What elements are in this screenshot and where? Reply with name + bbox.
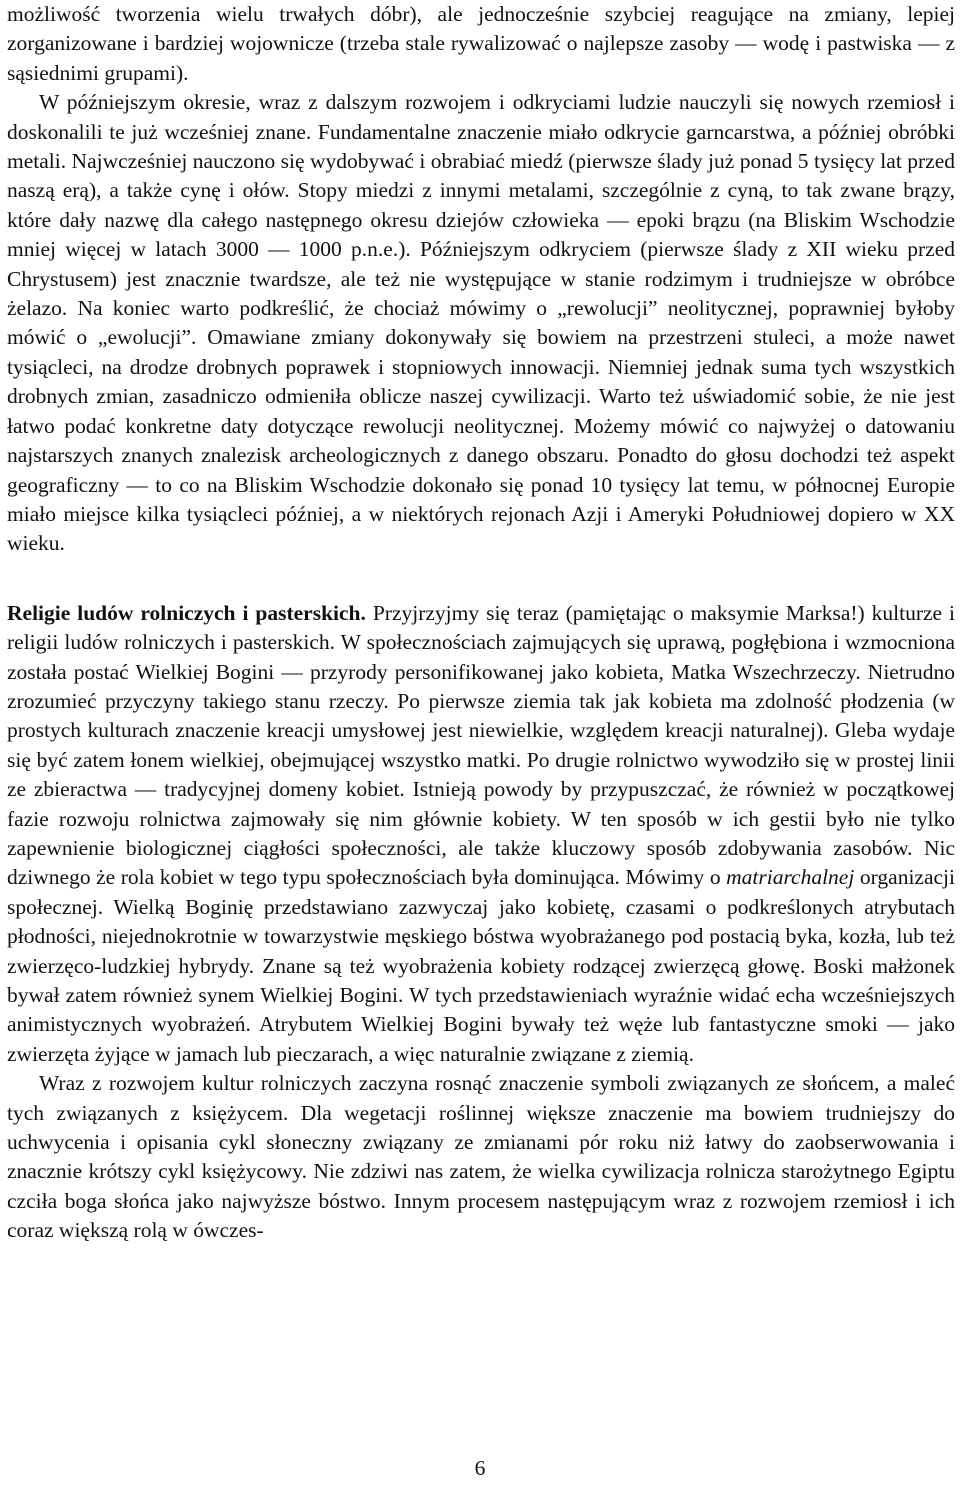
section-paragraph [7, 599, 955, 1070]
paragraph: Wraz z rozwojem kultur rolniczych zaczyna rosnąć znaczenie symboli związanych ze słońcem, a maleć tych związanych z księżycem. Dla wegetacji roślinnej większe znaczenie ma bowiem trudniejszy do uchwycenia i opisania cykl słoneczny związany ze zmianami pór roku niż łatwy do zaobserwowania i znacznie krótszy cykl księżycowy. Nie zdziwi nas zatem, że wielka cywilizacja rolnicza starożytnego Egiptu czciła boga słońca jako najwyższe bóstwo. Innym procesem następującym wraz z rozwojem rzemiosł i ich coraz większą rolą w ówczes- [7, 1071, 955, 1243]
paragraph-text: organizacji społecznej. Wielką Boginię przedstawiano zazwyczaj jako kobietę, czasami o podkreślonych atrybutach płodności, niejednokrotnie w towarzystwie męskiego bóstwa wyobrażanego pod postacią byka, kozła, lub też zwierzęco-ludzkiej hybrydy. Znane są też wyobrażenia kobiety rodzącej zwierzęcą głowę. Boski małżonek bywał zatem również synem Wielkiej Bogini. W tych przedstawieniach wyraźnie widać echa wcześniejszych animistycznych wyobrażeń. Atrybutem Wielkiej Bogini bywały też węże lub fantastyczne smoki — jako zwierzęta żyjące w jamach lub pieczarach, a więc naturalnie związane z ziemią. [7, 865, 955, 1066]
section-heading: Religie ludów rolniczych i pasterskich. [7, 600, 366, 625]
paragraph: W późniejszym okresie, wraz z dalszym rozwojem i odkryciami ludzie nauczyli się nowych rzemiosł i doskonalili te już wcześniej znane. Fundamentalne znaczenie miało odkrycie garncarstwa, a później obróbki metali. Najwcześniej nauczono się wydobywać i obrabiać miedź (pierwsze ślady już ponad 5 tysięcy lat przed naszą erą), a także cynę i ołów. Stopy miedzi z innymi metalami, szczególnie z cyną, to tak zwane brązy, które dały nazwę dla całego następnego okresu dziejów człowieka — epoki brązu (na Bliskim Wschodzie mniej więcej w latach 3000 — 1000 p.n.e.). Późniejszym odkryciem (pierwsze ślady z XII wieku przed Chrystusem) jest znacznie twardsze, ale też nie występujące w stanie rodzimym i trudniejsze w obróbce żelazo. Na koniec warto podkreślić, że chociaż mówimy o „rewolucji” neolitycznej, poprawniej byłoby mówić o „ewolucji”. Omawiane zmiany dokonywały się bowiem na przestrzeni stuleci, a może nawet tysiącleci, na drodze drobnych poprawek i stopniowych innowacji. Niemniej jednak suma tych wszystkich drobnych zmian, zasadniczo odmieniła oblicze naszej cywilizacji. Warto też uświadomić sobie, że nie jest łatwo podać konkretne daty dotyczące rewolucji neolitycznej. Możemy mówić co najwyżej o datowaniu najstarszych znanych znalezisk archeologicznych z danego obszaru. Ponadto do głosu dochodzi też aspekt geograficzny — to co na Bliskim Wschodzie dokonało się ponad 10 tysięcy lat temu, w północnej Europie miało miejsce kilka tysiącleci później, a w niektórych rejonach Azji i Ameryki Południowej dopiero w XX wieku. [7, 90, 955, 556]
paragraph: możliwość tworzenia wielu trwałych dóbr), ale jednocześnie szybciej reagujące na zmiany, lepiej zorganizowane i bardziej wojownicze (trzeba stale rywalizować o najlepsze zasoby — wodę i pastwiska — z sąsiednimi grupami). [7, 2, 955, 85]
page-number: 6 [474, 1456, 486, 1480]
section-religie [7, 599, 955, 1246]
paragraph-text: Przyjrzyjmy się teraz (pamiętając o maksymie Marksa!) kulturze i religii ludów rolniczych i pasterskich. W społecznościach zajmujących się uprawą, pogłębiona i wzmocniona została postać Wielkiej Bogini — przyrody personifikowanej jako kobieta, Matka Wszechrzeczy. Nietrudno zrozumieć przyczyny takiego stanu rzeczy. Po pierwsze ziemia tak jak kobieta ma zdolność płodzenia (w prostych kulturach znaczenie kreacji umysłowej jest niewielkie, względem kreacji naturalnej). Gleba wydaje się być zatem łonem wielkiej, obejmującej wszystko matki. Po drugie rolnictwo wywodziło się w prostej linii ze zbieractwa — tradycyjnej domeny kobiet. Istnieją powody by przypuszczać, że również w początkowej fazie rozwoju rolnictwa zajmowały się nim głównie kobiety. W ten sposób w ich gestii było nie tylko zapewnienie biologicznej ciągłości społeczności, ale także kluczowy sposób zdobywania zasobów. Nic dziwnego że rola kobiet w tego typu społecznościach była dominująca. Mówimy o [7, 600, 956, 890]
emphasized-term: matriarchalnej [726, 865, 855, 890]
document-page [7, 0, 955, 1246]
